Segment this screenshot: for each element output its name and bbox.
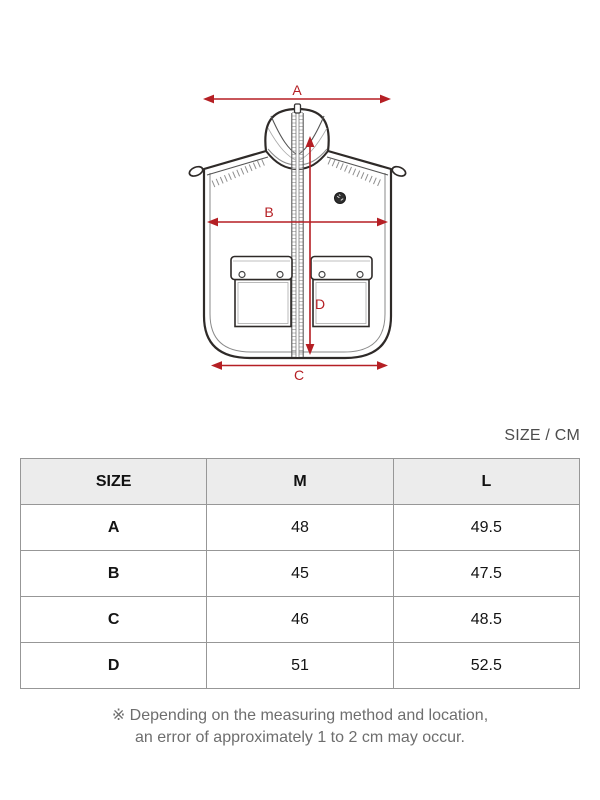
value-b-l: 47.5 <box>393 551 579 597</box>
left-side-loop <box>188 165 204 178</box>
measurement-disclaimer <box>0 705 600 749</box>
value-d-l: 52.5 <box>393 643 579 689</box>
right-side-loop <box>391 165 407 178</box>
measure-label-a: A <box>292 82 302 98</box>
value-c-l: 48.5 <box>393 597 579 643</box>
column-header-size: SIZE <box>21 459 207 505</box>
size-table-header-row <box>21 459 580 505</box>
table-row <box>21 505 580 551</box>
right-pocket-snap <box>319 272 325 278</box>
row-label-a: A <box>21 505 207 551</box>
value-c-m: 46 <box>207 597 393 643</box>
measure-label-d: D <box>314 296 326 312</box>
table-row <box>21 643 580 689</box>
value-b-m: 45 <box>207 551 393 597</box>
right-pocket <box>311 257 372 327</box>
column-header-l: L <box>393 459 579 505</box>
disclaimer-line-2: an error of approximately 1 to 2 cm may occur. <box>135 729 465 746</box>
table-row <box>21 551 580 597</box>
size-unit-label: SIZE / CM <box>504 427 580 444</box>
value-d-m: 51 <box>207 643 393 689</box>
row-label-b: B <box>21 551 207 597</box>
row-label-c: C <box>21 597 207 643</box>
row-label-d: D <box>21 643 207 689</box>
chest-logo-button <box>335 193 346 204</box>
zipper-slider <box>295 104 301 113</box>
measure-label-c: C <box>293 367 305 383</box>
table-row <box>21 597 580 643</box>
left-pocket-snap <box>277 272 283 278</box>
size-table <box>20 458 580 689</box>
right-pocket-snap <box>357 272 363 278</box>
measure-label-b: B <box>264 204 274 220</box>
column-header-m: M <box>207 459 393 505</box>
value-a-m: 48 <box>207 505 393 551</box>
disclaimer-line-1: ※ Depending on the measuring method and location, <box>111 707 489 724</box>
left-pocket-snap <box>239 272 245 278</box>
value-a-l: 49.5 <box>393 505 579 551</box>
left-pocket-body <box>235 280 291 327</box>
left-pocket <box>231 257 292 327</box>
